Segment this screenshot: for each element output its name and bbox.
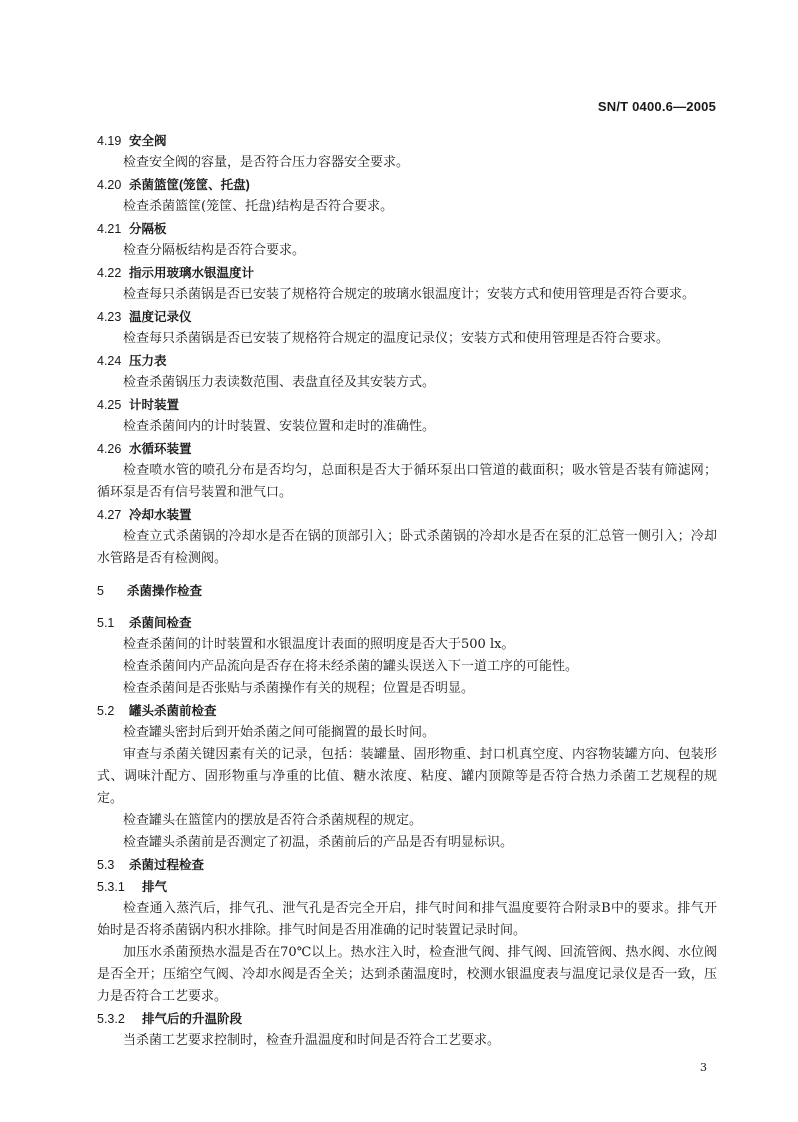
paragraph: 检查安全阀的容量，是否符合压力容器安全要求。 bbox=[123, 155, 410, 170]
section-title: 计时装置 bbox=[129, 398, 180, 412]
section-heading bbox=[97, 438, 717, 460]
paragraph: 检查杀菌间是否张贴与杀菌操作有关的规程；位置是否明显。 bbox=[123, 681, 475, 696]
paragraph: 检查立式杀菌锅的冷却水是否在锅的顶部引入；卧式杀菌锅的冷却水是否在泵的汇总管一侧引入；冷却水管路是否有检测阀。 bbox=[97, 529, 717, 566]
section-title: 杀菌间检查 bbox=[129, 616, 192, 630]
section-title: 指示用玻璃水银温度计 bbox=[129, 266, 255, 280]
section-heading bbox=[97, 504, 717, 526]
page-number: 3 bbox=[700, 1061, 707, 1074]
paragraph: 检查分隔板结构是否符合要求。 bbox=[123, 243, 306, 258]
section-gap bbox=[97, 570, 717, 580]
section-number: 5.3 bbox=[97, 858, 115, 872]
section-title: 杀菌篮筐(笼筐、托盘) bbox=[129, 178, 250, 192]
section-title: 罐头杀菌前检查 bbox=[129, 704, 217, 718]
section-title: 杀菌操作检查 bbox=[127, 584, 203, 598]
paragraph: 检查杀菌篮筐(笼筐、托盘)结构是否符合要求。 bbox=[123, 199, 394, 214]
paragraph: 当杀菌工艺要求控制时，检查升温温度和时间是否符合工艺要求。 bbox=[123, 1033, 501, 1048]
section-number: 4.25 bbox=[97, 398, 122, 412]
section-heading bbox=[97, 262, 717, 284]
paragraph: 审查与杀菌关键因素有关的记录，包括：装罐量、固形物重、封口机真空度、内容物装罐方向、包装形式、调味汁配方、固形物重与净重的比值、糖水浓度、粘度、罐内顶隙等是否符合热力杀菌工艺规程的规定。 bbox=[97, 747, 717, 806]
section-heading bbox=[97, 700, 717, 722]
paragraph: 检查每只杀菌锅是否已安装了规格符合规定的玻璃水银温度计；安装方式和使用管理是否符合要求。 bbox=[123, 287, 696, 302]
paragraph: 检查罐头杀菌前是否测定了初温，杀菌前后的产品是否有明显标识。 bbox=[123, 835, 514, 850]
paragraph: 检查每只杀菌锅是否已安装了规格符合规定的温度记录仪；安装方式和使用管理是否符合要求。 bbox=[123, 331, 670, 346]
paragraph: 检查通入蒸汽后，排气孔、泄气孔是否完全开启，排气时间和排气温度要符合附录B中的要求。排气开始时是否将杀菌锅内积水排除。排气时间是否用准确的记时装置记录时间。 bbox=[97, 901, 717, 938]
section-number: 4.19 bbox=[97, 134, 122, 148]
section-heading bbox=[97, 350, 717, 372]
section-number: 4.21 bbox=[97, 222, 122, 236]
section-heading bbox=[97, 174, 717, 196]
section-title: 温度记录仪 bbox=[129, 310, 192, 324]
section-number: 5.1 bbox=[97, 616, 115, 630]
paragraph: 检查杀菌锅压力表读数范围、表盘直径及其安装方式。 bbox=[123, 375, 436, 390]
section-title: 安全阀 bbox=[129, 134, 167, 148]
section-number: 4.24 bbox=[97, 354, 122, 368]
paragraph: 检查罐头在篮筐内的摆放是否符合杀菌规程的规定。 bbox=[123, 813, 423, 828]
section-heading bbox=[97, 218, 717, 240]
section-title: 水循环装置 bbox=[129, 442, 192, 456]
document-body bbox=[97, 130, 717, 1052]
standard-number: SN/T 0400.6—2005 bbox=[597, 99, 716, 114]
section-title: 排气后的升温阶段 bbox=[142, 1012, 243, 1026]
section-heading bbox=[97, 876, 717, 898]
section-heading bbox=[97, 580, 717, 602]
section-title: 压力表 bbox=[129, 354, 167, 368]
section-number: 4.27 bbox=[97, 508, 122, 522]
section-number: 5.3.2 bbox=[97, 1012, 125, 1026]
paragraph: 检查杀菌间内的计时装置、安装位置和走时的准确性。 bbox=[123, 419, 436, 434]
paragraph: 检查喷水管的喷孔分布是否均匀，总面积是否大于循环泵出口管道的截面积；吸水管是否装有筛滤网；循环泵是否有信号装置和泄气口。 bbox=[97, 463, 717, 500]
section-number: 5.3.1 bbox=[97, 880, 125, 894]
section-title: 杀菌过程检查 bbox=[129, 858, 205, 872]
section-number: 4.20 bbox=[97, 178, 122, 192]
section-heading bbox=[97, 1008, 717, 1030]
paragraph: 检查杀菌间内产品流向是否存在将未经杀菌的罐头误送入下一道工序的可能性。 bbox=[123, 659, 579, 674]
section-heading bbox=[97, 130, 717, 152]
section-heading bbox=[97, 612, 717, 634]
section-heading bbox=[97, 394, 717, 416]
paragraph: 检查杀菌间的计时装置和水银温度计表面的照明度是否大于500 lx。 bbox=[123, 637, 515, 652]
section-number: 4.22 bbox=[97, 266, 122, 280]
section-number: 5.2 bbox=[97, 704, 115, 718]
section-number: 4.26 bbox=[97, 442, 122, 456]
section-number: 4.23 bbox=[97, 310, 122, 324]
paragraph: 加压水杀菌预热水温是否在70℃以上。热水注入时，检查泄气阀、排气阀、回流管阀、热水阀、水位阀是否全开；压缩空气阀、冷却水阀是否全关；达到杀菌温度时，校测水银温度表与温度记录仪是否一致，压力是否符合工艺要求。 bbox=[97, 945, 717, 1004]
section-number: 5 bbox=[97, 584, 104, 598]
section-title: 排气 bbox=[142, 880, 168, 894]
section-title: 冷却水装置 bbox=[129, 508, 192, 522]
section-gap bbox=[97, 602, 717, 612]
section-heading bbox=[97, 854, 717, 876]
section-title: 分隔板 bbox=[129, 222, 167, 236]
paragraph: 检查罐头密封后到开始杀菌之间可能搁置的最长时间。 bbox=[123, 725, 436, 740]
section-heading bbox=[97, 306, 717, 328]
